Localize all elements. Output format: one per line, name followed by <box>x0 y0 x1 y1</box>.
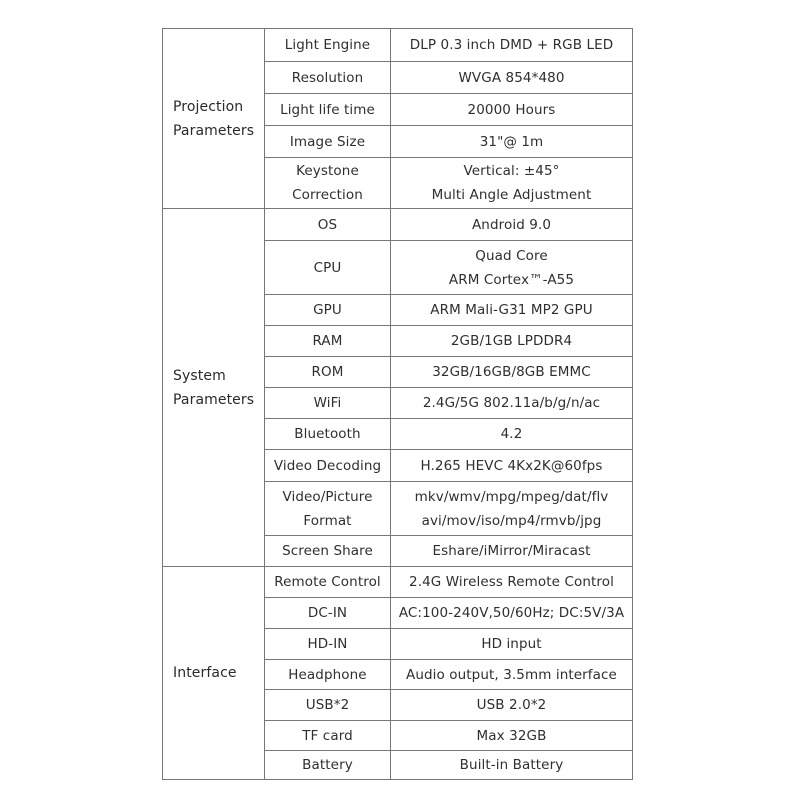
spec-value-cell <box>391 62 633 94</box>
group-name-line: System <box>173 367 226 384</box>
spec-value: WVGA 854*480 <box>458 69 565 86</box>
spec-value: 2GB/1GB LPDDR4 <box>450 333 573 349</box>
spec-label-cell <box>265 721 391 751</box>
spec-value: Android 9.0 <box>471 216 552 233</box>
spec-label: Keystone <box>296 163 359 179</box>
spec-value: H.265 HEVC 4Kx2K@60fps <box>420 457 603 474</box>
spec-value-cell <box>391 721 633 751</box>
spec-value: 4.2 <box>500 426 523 442</box>
spec-label: Remote Control <box>274 574 381 590</box>
spec-value-cell <box>391 419 633 450</box>
spec-label-cell <box>265 660 391 690</box>
spec-label: Resolution <box>291 69 364 86</box>
spec-value: Built-in Battery <box>459 757 564 773</box>
spec-value: 31"@ 1m <box>479 133 544 150</box>
spec-label-cell <box>265 419 391 450</box>
spec-value: Multi Angle Adjustment <box>431 187 592 203</box>
spec-label-cell <box>265 388 391 419</box>
spec-value-cell <box>391 241 633 295</box>
spec-label-cell <box>265 295 391 326</box>
spec-label: Light Engine <box>284 37 371 53</box>
spec-value-cell <box>391 29 633 62</box>
spec-value: ARM Cortex™-A55 <box>448 271 575 288</box>
spec-label: Screen Share <box>282 543 373 559</box>
spec-label-cell <box>265 751 391 780</box>
spec-value: HD input <box>481 636 542 652</box>
spec-value-cell <box>391 94 633 126</box>
spec-label: OS <box>317 216 338 233</box>
spec-label-cell <box>265 94 391 126</box>
spec-label: Bluetooth <box>294 426 361 442</box>
group-name-cell <box>163 29 265 209</box>
group-name-cell <box>163 209 265 567</box>
spec-label: Light life time <box>280 101 375 118</box>
spec-value-cell <box>391 690 633 721</box>
spec-label: Headphone <box>288 666 367 683</box>
spec-label: Image Size <box>289 133 366 150</box>
spec-value: 2.4G/5G 802.11a/b/g/n/ac <box>422 395 601 411</box>
spec-value: 32GB/16GB/8GB EMMC <box>432 364 591 380</box>
spec-value: mkv/wmv/mpg/mpeg/dat/flv <box>414 488 609 505</box>
spec-value-cell <box>391 326 633 357</box>
spec-value: 20000 Hours <box>467 101 556 118</box>
spec-value: ARM Mali-G31 MP2 GPU <box>430 302 593 318</box>
spec-label: TF card <box>302 727 353 744</box>
spec-label-cell <box>265 158 391 209</box>
spec-value-cell <box>391 295 633 326</box>
spec-value-cell <box>391 751 633 780</box>
spec-value: 2.4G Wireless Remote Control <box>409 574 614 590</box>
spec-label-cell <box>265 326 391 357</box>
group-name-line: Projection <box>173 98 244 115</box>
spec-value: Quad Core <box>475 247 548 264</box>
spec-label-cell <box>265 29 391 62</box>
spec-value-cell <box>391 450 633 482</box>
spec-value-cell <box>391 209 633 241</box>
spec-label: DC-IN <box>307 605 348 621</box>
spec-value-cell <box>391 536 633 567</box>
spec-label: USB*2 <box>305 697 350 713</box>
spec-value-cell <box>391 629 633 660</box>
spec-label: Format <box>303 512 352 529</box>
spec-label-cell <box>265 209 391 241</box>
spec-label: Battery <box>302 757 353 773</box>
spec-label: ROM <box>311 364 344 380</box>
spec-label-cell <box>265 598 391 629</box>
spec-label-cell <box>265 357 391 388</box>
spec-table-body <box>163 29 633 780</box>
spec-value: Max 32GB <box>476 727 547 744</box>
spec-label-cell <box>265 126 391 158</box>
spec-label-cell <box>265 567 391 598</box>
spec-value: Eshare/iMirror/Miracast <box>432 543 591 559</box>
spec-label: GPU <box>313 302 342 318</box>
spec-row <box>163 209 633 241</box>
spec-label: HD-IN <box>307 636 348 652</box>
spec-value-cell <box>391 660 633 690</box>
spec-value: DLP 0.3 inch DMD + RGB LED <box>409 37 614 53</box>
spec-value-cell <box>391 126 633 158</box>
group-name-line: Parameters <box>173 391 255 408</box>
spec-label: WiFi <box>313 395 342 411</box>
spec-label: Video Decoding <box>273 457 382 474</box>
spec-label-cell <box>265 450 391 482</box>
spec-value-cell <box>391 357 633 388</box>
spec-label-cell <box>265 241 391 295</box>
spec-value-cell <box>391 598 633 629</box>
spec-label: RAM <box>312 333 343 349</box>
spec-label-cell <box>265 629 391 660</box>
spec-label-cell <box>265 536 391 567</box>
spec-value-cell <box>391 482 633 536</box>
spec-value: Audio output, 3.5mm interface <box>406 666 617 683</box>
spec-value: Vertical: ±45° <box>463 163 560 179</box>
spec-label: CPU <box>313 259 342 276</box>
spec-label: Correction <box>292 187 363 203</box>
spec-table <box>162 28 633 780</box>
spec-value-cell <box>391 158 633 209</box>
spec-row <box>163 29 633 62</box>
spec-value: AC:100-240V,50/60Hz; DC:5V/3A <box>398 605 625 621</box>
spec-value: avi/mov/iso/mp4/rmvb/jpg <box>421 512 602 529</box>
spec-label: Video/Picture <box>282 488 373 505</box>
spec-value-cell <box>391 388 633 419</box>
group-name-cell <box>163 567 265 780</box>
spec-value-cell <box>391 567 633 598</box>
spec-value: USB 2.0*2 <box>476 697 547 713</box>
group-name-line: Parameters <box>173 122 255 139</box>
spec-label-cell <box>265 62 391 94</box>
spec-label-cell <box>265 482 391 536</box>
spec-row <box>163 567 633 598</box>
spec-label-cell <box>265 690 391 721</box>
group-name-line: Interface <box>173 665 237 681</box>
